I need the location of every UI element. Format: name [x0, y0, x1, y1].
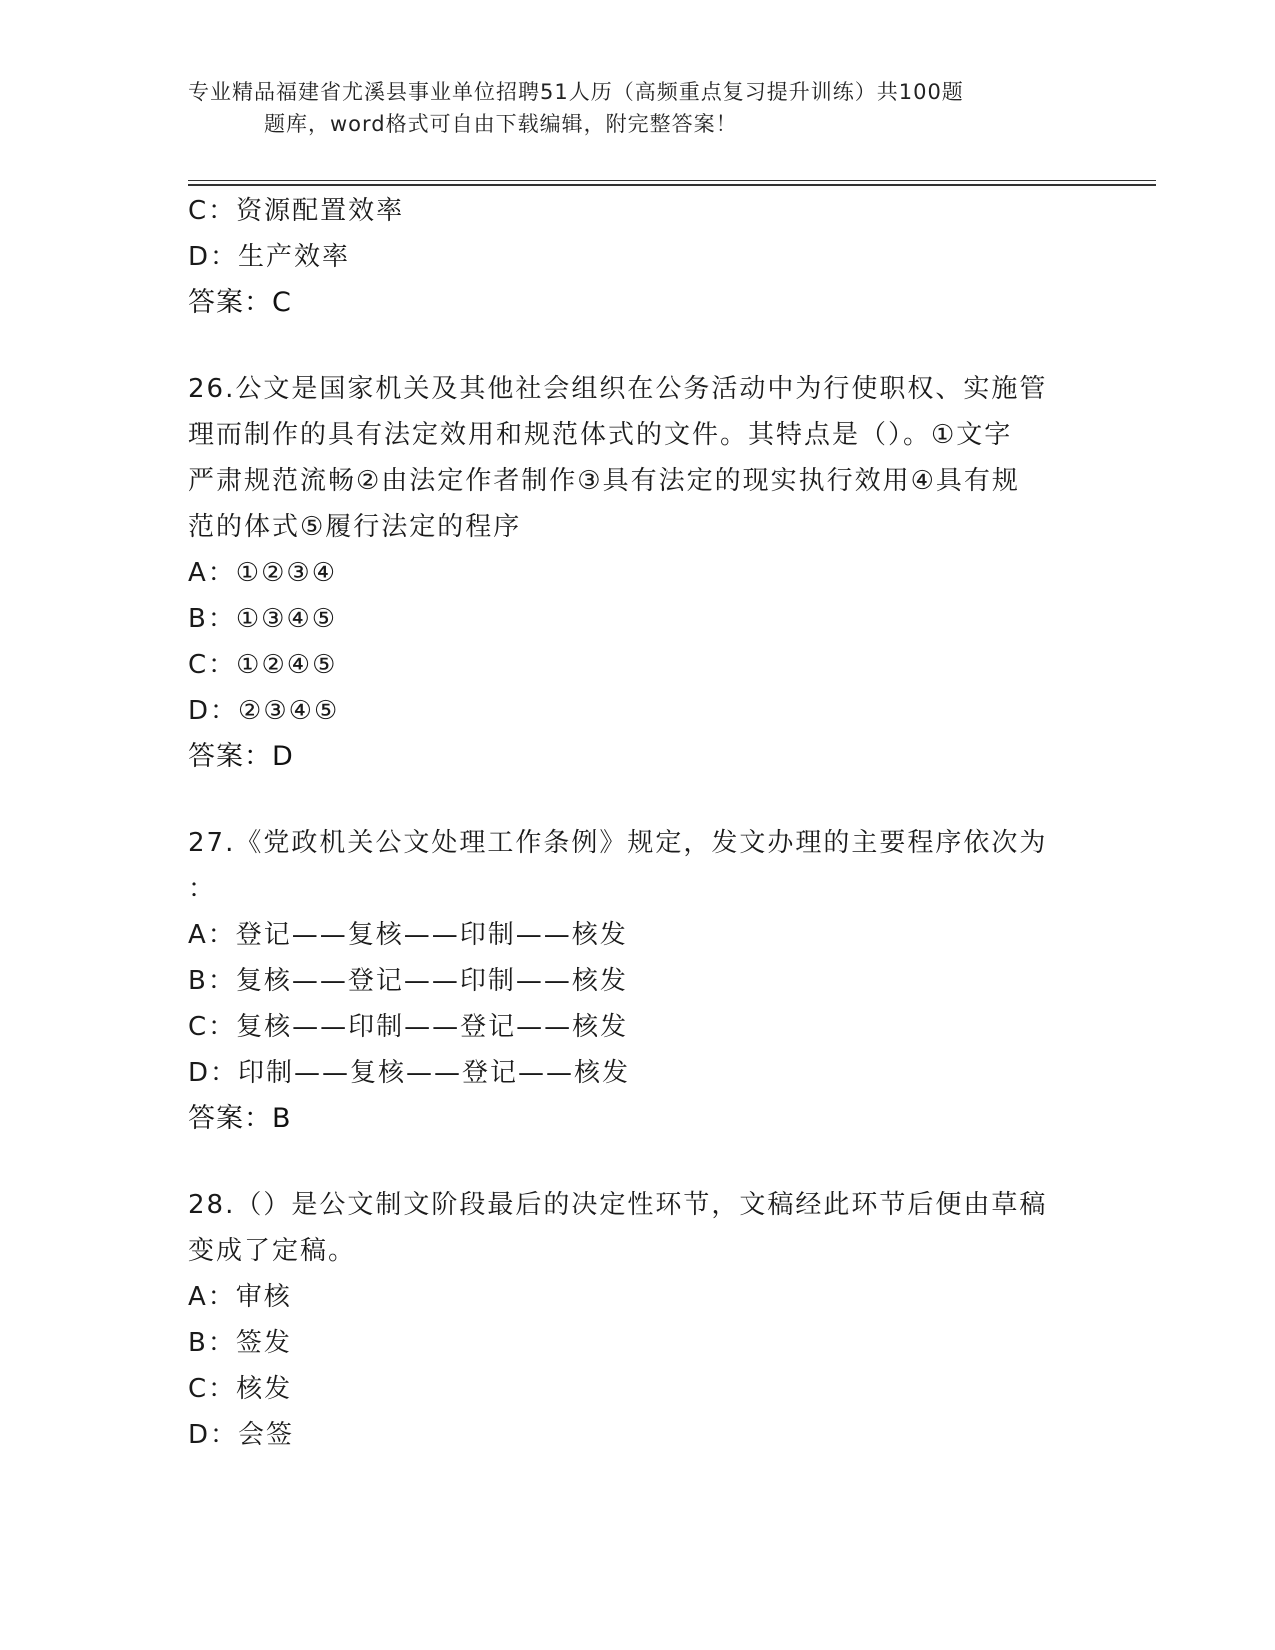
- option-c: C：复核——印制——登记——核发: [188, 1012, 629, 1042]
- question-27: [188, 820, 1088, 1142]
- answer-line: 答案：B: [188, 1103, 292, 1134]
- option-c: C：资源配置效率: [188, 196, 405, 226]
- question-stem: [188, 820, 1083, 912]
- option-d: D：②③④⑤: [188, 696, 340, 726]
- question-content: [188, 188, 1088, 1458]
- stem-line: 变成了定稿。: [188, 1236, 357, 1266]
- spacer: [188, 326, 1088, 366]
- stem-line: 范的体式⑤履行法定的程序: [188, 512, 522, 542]
- option-c: C：核发: [188, 1374, 293, 1404]
- option-a: A：登记——复核——印制——核发: [188, 920, 628, 950]
- question-stem: [188, 1182, 1083, 1274]
- stem-line: 26.公文是国家机关及其他社会组织在公务活动中为行使职权、实施管: [188, 374, 1048, 404]
- header-divider-thick: [188, 184, 1156, 186]
- header-divider-thin: [188, 180, 1156, 181]
- question-28: [188, 1182, 1088, 1458]
- option-b: B：复核——登记——印制——核发: [188, 966, 628, 996]
- option-b: B：①③④⑤: [188, 604, 338, 634]
- spacer: [188, 780, 1088, 820]
- header-title-line1: 专业精品福建省尤溪县事业单位招聘51人历（高频重点复习提升训练）共100题: [188, 80, 964, 104]
- answer-line: 答案：D: [188, 741, 294, 772]
- document-header: [188, 76, 1088, 140]
- spacer: [188, 1142, 1088, 1182]
- stem-line: 28.（）是公文制文阶段最后的决定性环节，文稿经此环节后便由草稿: [188, 1190, 1048, 1220]
- stem-line: ：: [188, 874, 217, 904]
- option-d: D：印制——复核——登记——核发: [188, 1058, 631, 1088]
- question-26: [188, 366, 1088, 780]
- header-title-line2: 题库，word格式可自由下载编辑，附完整答案！: [264, 112, 738, 136]
- option-b: B：签发: [188, 1328, 292, 1358]
- answer-line: 答案：C: [188, 287, 292, 318]
- stem-line: 理而制作的具有法定效用和规范体式的文件。其特点是（）。①文字: [188, 420, 1013, 450]
- stem-line: 27.《党政机关公文处理工作条例》规定，发文办理的主要程序依次为: [188, 828, 1048, 858]
- option-d: D：会签: [188, 1420, 295, 1450]
- option-a: A：审核: [188, 1282, 292, 1312]
- stem-line: 严肃规范流畅②由法定作者制作③具有法定的现实执行效用④具有规: [188, 466, 1020, 496]
- question-25: [188, 188, 1088, 326]
- option-c: C：①②④⑤: [188, 650, 338, 680]
- question-stem: [188, 366, 1083, 550]
- option-a: A：①②③④: [188, 558, 338, 588]
- option-d: D：生产效率: [188, 242, 351, 272]
